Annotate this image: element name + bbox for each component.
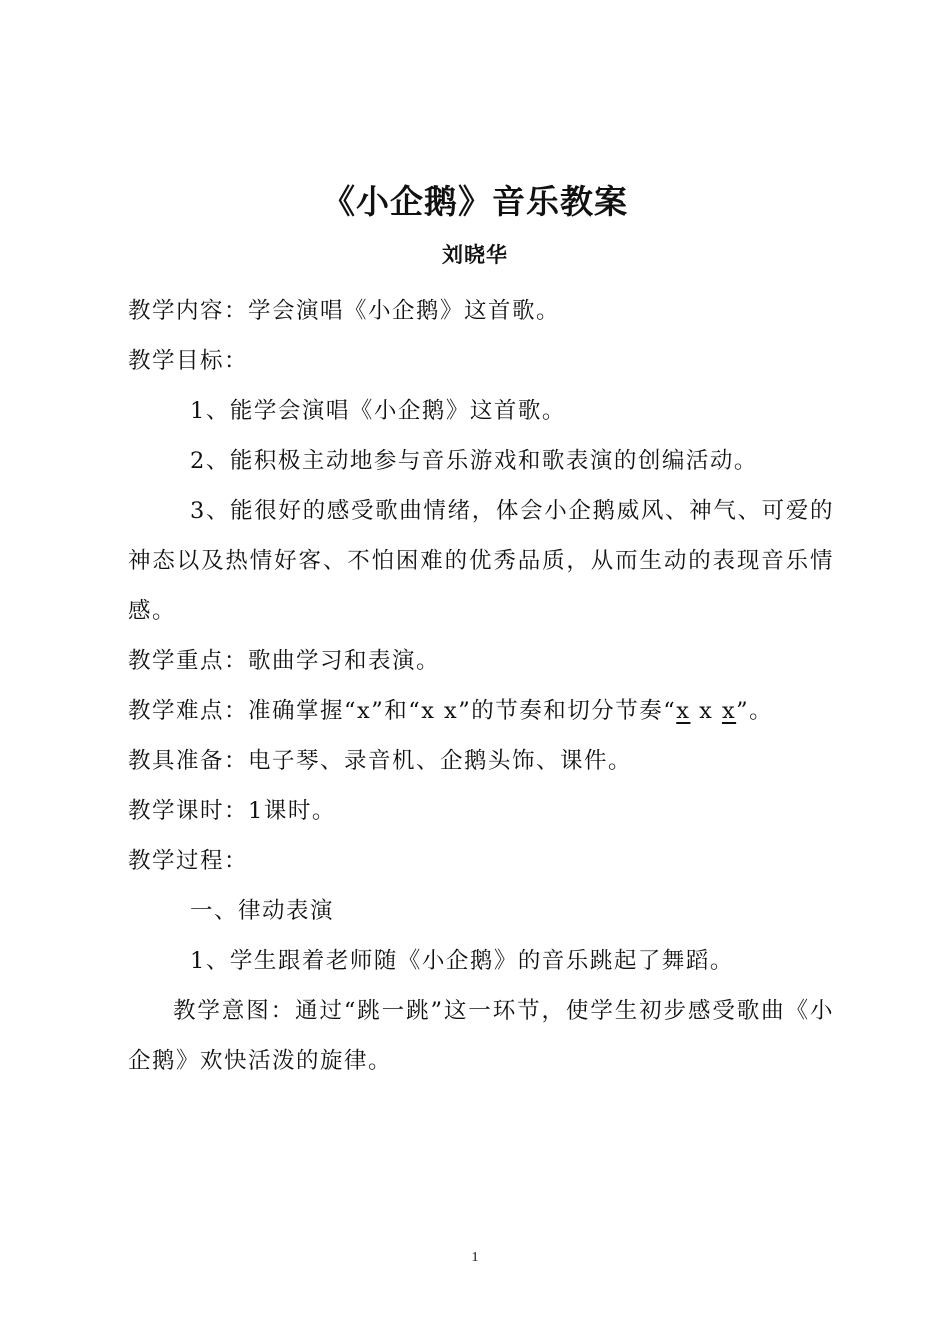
section-heading-1: 一、律动表演: [190, 898, 335, 924]
difficulty-line: [128, 686, 834, 736]
difficulty-closing: ”。: [736, 698, 774, 724]
difficulty-text: 教学难点：准确掌握“x”和“x x”的节奏和切分节奏“: [128, 698, 677, 724]
syncopation-note-3: x: [721, 698, 737, 724]
teaching-goals-heading: 教学目标：: [128, 348, 249, 374]
document-title: 《小企鹅》音乐教案: [322, 182, 628, 221]
duration-line: 教学课时：1课时。: [128, 798, 336, 824]
document-body: [128, 286, 834, 1086]
page-number: 1: [471, 1250, 479, 1265]
goal-item-2: 2、能积极主动地参与音乐游戏和歌表演的创编活动。: [190, 448, 758, 474]
key-points-line: 教学重点：歌曲学习和表演。: [128, 648, 441, 674]
process-heading: 教学过程：: [128, 848, 249, 874]
teaching-content-line: 教学内容：学会演唱《小企鹅》这首歌。: [128, 298, 561, 324]
process-step-1: 1、学生跟着老师随《小企鹅》的音乐跳起了舞蹈。: [190, 948, 734, 974]
goal-item-1: 1、能学会演唱《小企鹅》这首歌。: [190, 398, 566, 424]
teaching-intent: 教学意图：通过“跳一跳”这一环节，使学生初步感受歌曲《小企鹅》欢快活泼的旋律。: [128, 998, 834, 1074]
syncopation-note-2: x: [690, 698, 722, 724]
author-name: 刘晓华: [442, 243, 508, 267]
syncopation-note-1: x: [676, 698, 691, 724]
goal-item-3: 3、能很好的感受歌曲情绪，体会小企鹅威风、神气、可爱的神态以及热情好客、不怕困难的优秀品质，从而生动的表现音乐情感。: [128, 498, 834, 624]
materials-line: 教具准备：电子琴、录音机、企鹅头饰、课件。: [128, 748, 633, 774]
